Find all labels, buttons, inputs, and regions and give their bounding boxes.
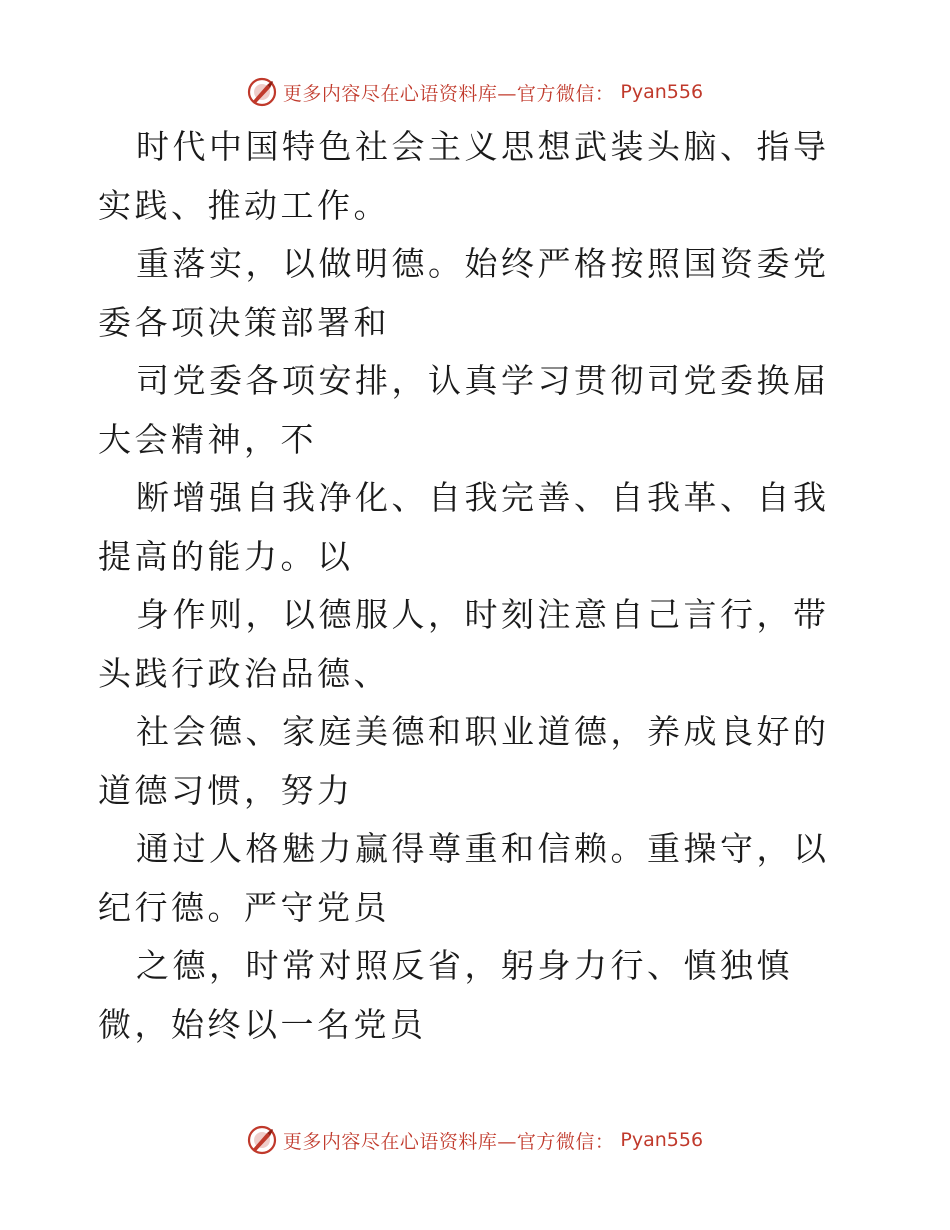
watermark-text: 更多内容尽在心语资料库—官方微信： <box>282 1130 615 1153</box>
watermark-text: 更多内容尽在心语资料库—官方微信： <box>282 82 615 105</box>
footer-watermark <box>0 1120 950 1160</box>
quill-logo-icon <box>247 77 277 107</box>
paragraph: 身作则，以德服人，时刻注意自己言行，带头践行政治品德、 <box>98 595 830 693</box>
paragraph: 社会德、家庭美德和职业道德，养成良好的道德习惯，努力 <box>98 712 830 810</box>
quill-logo-icon <box>247 1125 277 1155</box>
watermark-wechat-id: Pyan556 <box>620 81 704 103</box>
watermark-wechat-id: Pyan556 <box>620 1129 704 1151</box>
paragraph: 司党委各项安排，认真学习贯彻司党委换届大会精神，不 <box>98 361 830 459</box>
document-body <box>98 118 858 1054</box>
paragraph: 断增强自我净化、自我完善、自我革、自我提高的能力。以 <box>98 478 830 576</box>
paragraph: 通过人格魅力赢得尊重和信赖。重操守，以纪行德。严守党员 <box>98 829 830 927</box>
header-watermark <box>0 72 950 112</box>
paragraph: 之德，时常对照反省，躬身力行、慎独慎微，始终以一名党员 <box>98 946 793 1044</box>
paragraph: 重落实，以做明德。始终严格按照国资委党委各项决策部署和 <box>98 244 830 342</box>
paragraph: 时代中国特色社会主义思想武装头脑、指导实践、推动工作。 <box>98 127 830 225</box>
